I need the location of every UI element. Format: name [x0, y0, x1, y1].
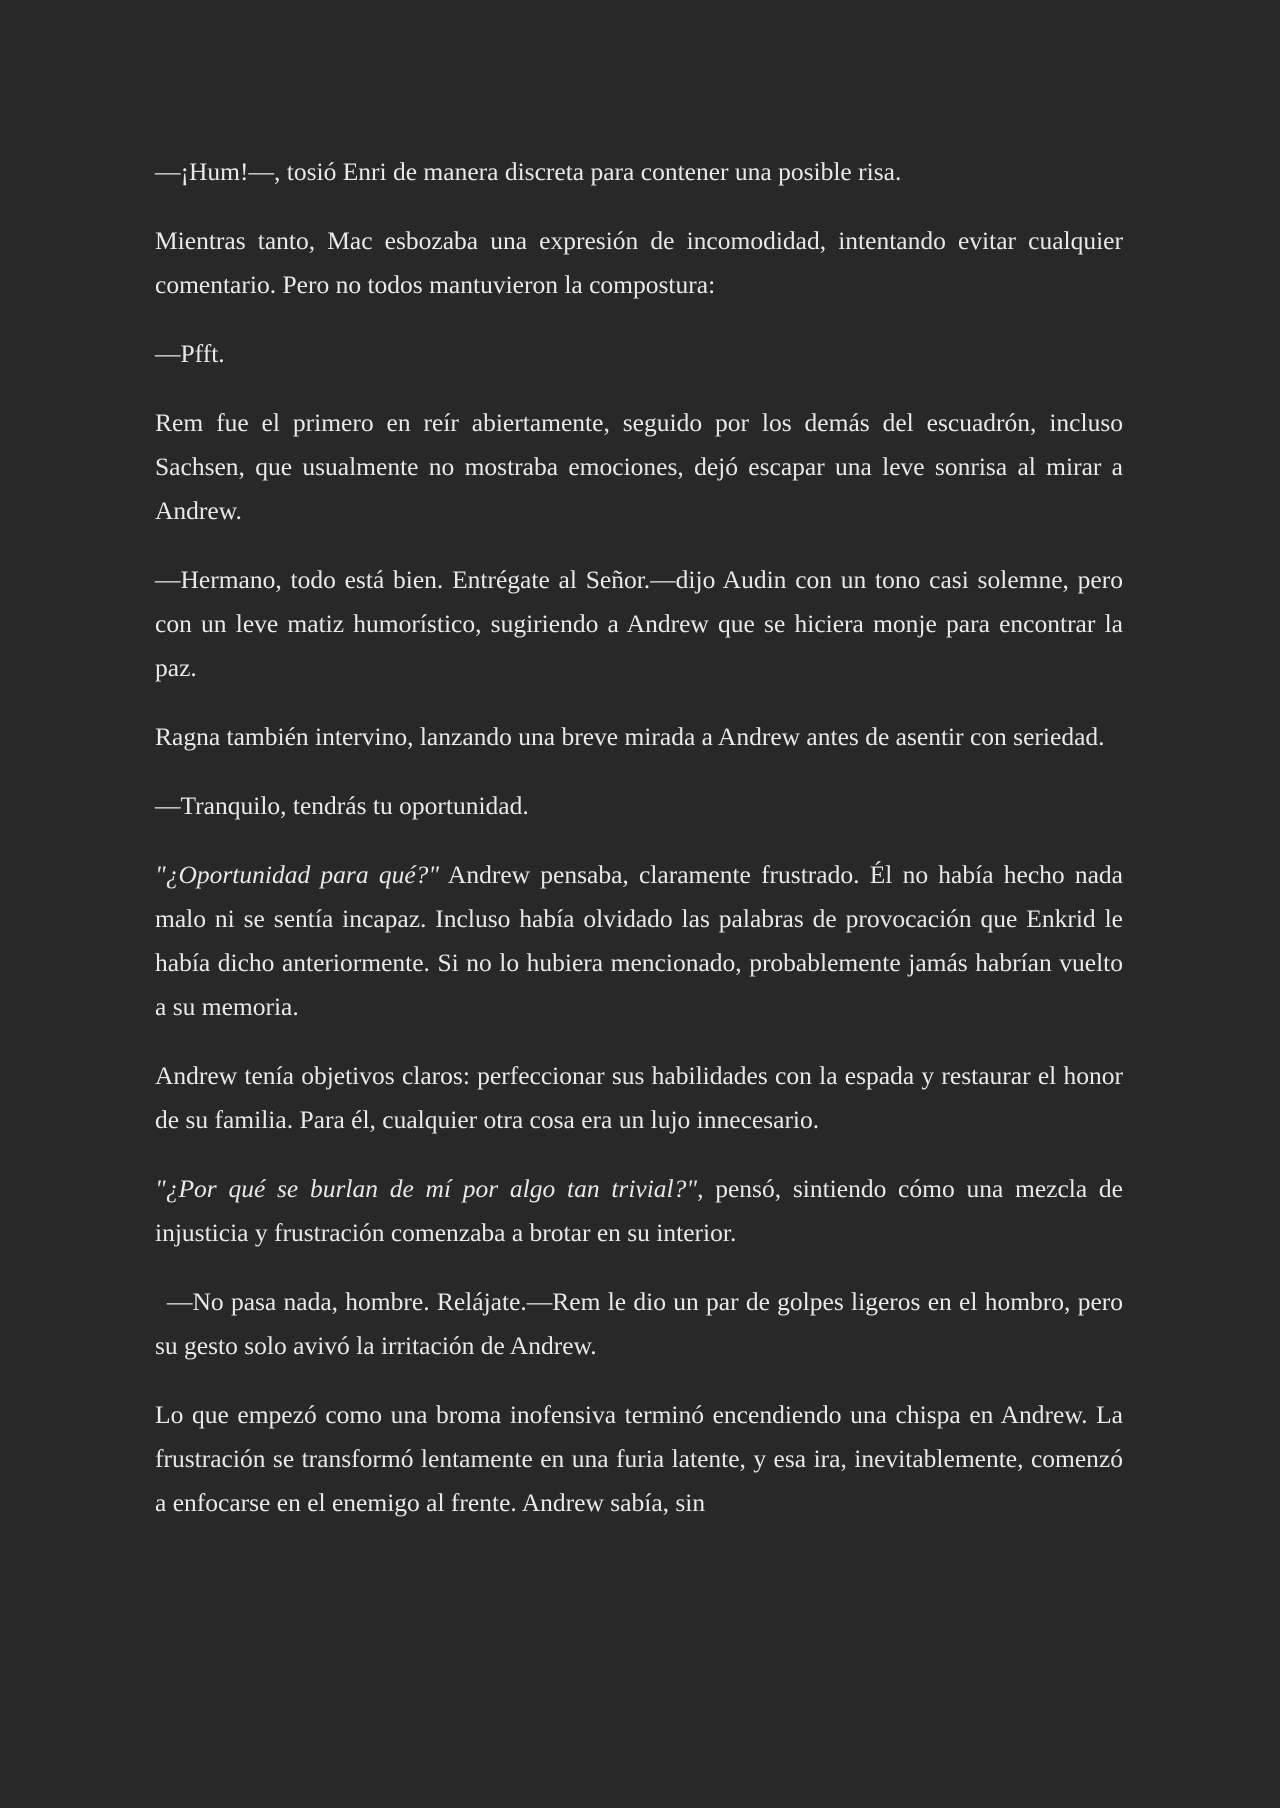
paragraph: [155, 219, 1123, 307]
paragraph: [155, 1280, 1123, 1368]
paragraph: [155, 558, 1123, 690]
paragraph: [155, 784, 1123, 828]
paragraph: [155, 401, 1123, 533]
paragraph-text: Andrew pensaba, claramente frustrado. Él no había hecho nada malo ni se sentía incapaz. Incluso había olvidado las palabras de provocación que Enkrid le había dicho anteriormente. Si no lo hubiera mencionado, probablemente jamás habrían vuelto a su memoria.: [155, 860, 1123, 1021]
paragraph: [155, 332, 1123, 376]
italic-thought: "¿Oportunidad para qué?": [155, 860, 440, 889]
paragraph: [155, 1393, 1123, 1525]
paragraph: [155, 715, 1123, 759]
paragraph: [155, 150, 1123, 194]
paragraph-text: —Pfft.: [155, 339, 225, 368]
paragraph-text: , pensó, sintiendo cómo una mezcla de injusticia y frustración comenzaba a brotar en su interior.: [155, 1174, 1123, 1247]
paragraph-text: —Tranquilo, tendrás tu oportunidad.: [155, 791, 529, 820]
paragraph-text: Lo que empezó como una broma inofensiva terminó encendiendo una chispa en Andrew. La frustración se transformó lentamente en una furia latente, y esa ira, inevitablemente, comenzó a enfocarse en el enemigo al frente. Andrew sabía, sin: [155, 1400, 1123, 1517]
paragraph-text: —¡Hum!—, tosió Enri de manera discreta para contener una posible risa.: [155, 157, 902, 186]
italic-thought: "¿Por qué se burlan de mí por algo tan trivial?": [155, 1174, 698, 1203]
paragraph-text: —Hermano, todo está bien. Entrégate al Señor.—dijo Audin con un tono casi solemne, pero con un leve matiz humorístico, sugiriendo a Andrew que se hiciera monje para encontrar la paz.: [155, 565, 1123, 682]
paragraph-text: —No pasa nada, hombre. Relájate.—Rem le dio un par de golpes ligeros en el hombro, pero su gesto solo avivó la irritación de Andrew.: [155, 1287, 1123, 1360]
paragraph: [155, 853, 1123, 1029]
paragraph: [155, 1167, 1123, 1255]
book-page: [155, 150, 1123, 1525]
paragraph-text: Mientras tanto, Mac esbozaba una expresión de incomodidad, intentando evitar cualquier comentario. Pero no todos mantuvieron la compostura:: [155, 226, 1123, 299]
paragraph-text: Rem fue el primero en reír abiertamente, seguido por los demás del escuadrón, incluso Sachsen, que usualmente no mostraba emociones, dejó escapar una leve sonrisa al mirar a Andrew.: [155, 408, 1123, 525]
paragraph: [155, 1054, 1123, 1142]
paragraph-text: Andrew tenía objetivos claros: perfeccionar sus habilidades con la espada y restaurar el honor de su familia. Para él, cualquier otra cosa era un lujo innecesario.: [155, 1061, 1123, 1134]
paragraph-text: Ragna también intervino, lanzando una breve mirada a Andrew antes de asentir con seriedad.: [155, 722, 1105, 751]
